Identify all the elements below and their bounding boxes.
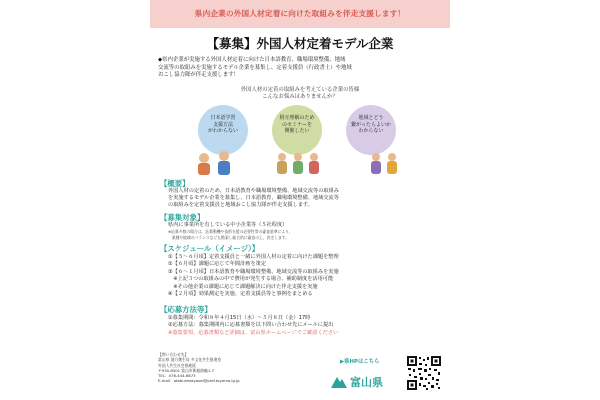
question-line-2: こんなお悩みはありませんか？	[262, 94, 338, 100]
apply-list	[168, 315, 448, 337]
target-heading: 【募集対象】	[160, 213, 205, 222]
logo-text: 富山県	[350, 376, 383, 389]
person-figure-3	[277, 153, 287, 174]
person-figure-1	[198, 153, 210, 175]
concern-2-line-2: のセミナーを	[281, 121, 312, 128]
contact-line-4: TEL：076-444-6873	[158, 373, 196, 379]
concern-1-line-1: 日本語学習	[210, 115, 236, 121]
apply-heading: 【応募方法等】	[160, 305, 212, 314]
target-note-2: 業種や地域のバランスなども勘案し総合的に審査の上、決定します。	[168, 234, 290, 240]
target-note-1: ※応募多数の場合は、応募動機や技術支援の必要性等の審査基準により、	[168, 229, 293, 235]
flyer-page	[150, 0, 450, 400]
overview-body	[168, 188, 444, 210]
overview-line-2: を実施するモデル企業を募集し、日本語教育、職場環境整備、地域交流等	[168, 195, 339, 202]
question-line-1: 外国人材の定着の取組みを考えている企業の皆様	[240, 87, 360, 93]
overview-heading: 【概要】	[160, 179, 190, 188]
concern-1-line-3: がわからない	[207, 128, 238, 135]
question-text	[150, 87, 450, 101]
contact-line-1: 富山県 地方創生局 多文化共生推進室	[158, 357, 222, 363]
toyama-logo	[330, 372, 400, 390]
banner-text: 県内企業の外国人材定着に向けた取組みを伴走支援します！	[194, 9, 406, 18]
schedule-list	[168, 254, 448, 298]
contact-heading: 【問い合わせ先】	[158, 352, 189, 357]
target-line-1: 県内に事業所を有している中小企業等（５社程度）	[168, 222, 288, 228]
concern-3-line-2: 繋がったらよいか	[350, 121, 391, 128]
concern-3-line-1: 地域とどう	[358, 115, 384, 121]
prefecture-hp-link[interactable]: ▶県HPはこちら	[340, 359, 380, 365]
contact-email[interactable]: E-mail：atabunkakyosei@pref.toyama.lg.jp	[158, 378, 240, 384]
concern-text-1	[198, 115, 248, 135]
concern-3-line-3: わからない	[358, 128, 384, 135]
person-figure-7	[387, 153, 397, 174]
intro-line-3: おこし協力隊が伴走支援します！	[158, 72, 239, 79]
schedule-item-5: ※その他企業の課題に応じて課題解決に向けた伴走支援を実施	[168, 283, 318, 290]
intro-line-1: 県内企業が実施する外国人材定着に向けた日本語教育、職場環境整備、地域	[162, 57, 346, 63]
contact-info	[158, 352, 278, 384]
apply-item-1: ①募集期間：令和８年４月15日（水）～５月８日（金）17時	[168, 315, 311, 321]
contact-line-2: 外国人共生社会推進班	[158, 362, 196, 368]
schedule-item-3: ③【６～１月頃】日本語教育や職場環境整備、地域交流等の取組みを実施	[168, 268, 339, 275]
person-figure-2	[218, 151, 230, 175]
schedule-heading: 【スケジュール（イメージ）】	[160, 244, 260, 253]
concern-1-line-2: 支援方法	[212, 121, 233, 128]
overview-line-1: 外国人材の定着のため、日本語教育や職場環境整備、地域交流等の取組み	[168, 188, 339, 194]
page-title: 【募集】外国人材定着モデル企業	[206, 36, 394, 51]
contact-line-3: 〒930-8501 富山市新総曲輪1-7	[158, 367, 215, 373]
schedule-item-2: ②【６月頃】課題に応じて年間計画を策定	[168, 261, 267, 268]
schedule-item-1: ①【５～６月頃】定着支援員と一緒に外国人材の定着に向けた課題を整理	[168, 254, 339, 260]
intro-line-2: 交流等の取組みを実施するモデル企業を募集し、定着支援員（行政書士）や地域	[158, 64, 352, 71]
schedule-item-6: ④【２月頃】効果測定を実施、定着支援員等と事例をまとめる	[168, 291, 313, 298]
people-illustration	[190, 148, 410, 176]
concern-text-3	[346, 115, 396, 135]
top-banner	[150, 0, 450, 28]
person-figure-6	[371, 153, 381, 174]
concern-2-line-3: 開催したい	[284, 128, 310, 135]
target-body	[168, 222, 444, 240]
intro-bullet: ◆	[158, 57, 163, 63]
person-figure-4	[293, 153, 303, 174]
concern-text-2	[272, 115, 322, 135]
qr-code-icon[interactable]	[406, 355, 442, 391]
apply-notice: ※募集要項、応募書類など詳細は、富山県ホームページでご確認ください	[168, 329, 339, 336]
apply-item-2: ②応募方法：募集期間内に応募書類を以下問い合わせ先にメールに提出	[168, 322, 334, 329]
intro-text	[158, 57, 444, 80]
overview-line-3: の取組みを定着支援員と地域おこし協力隊が伴走支援します。	[168, 202, 313, 209]
concern-2-line-1: 相互理解のため	[279, 115, 315, 121]
person-figure-5	[309, 153, 319, 174]
toyama-mountain-icon	[330, 372, 348, 390]
schedule-item-4: ※上記３つの取組みの中で費用が発生する場合、補助制度を活用可能	[168, 276, 334, 283]
